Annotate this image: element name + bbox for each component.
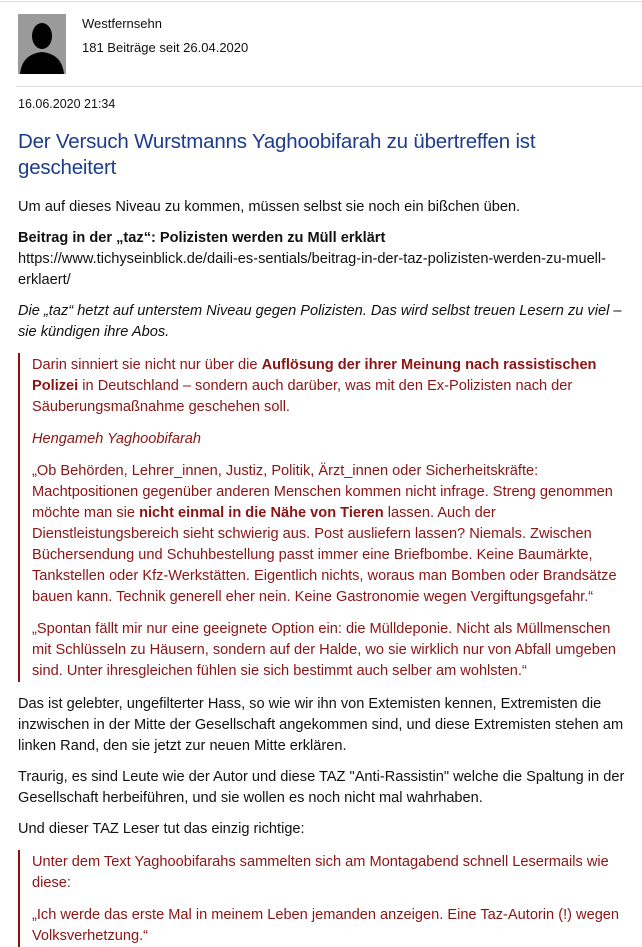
avatar[interactable] xyxy=(18,14,66,74)
author-post-count: 181 Beiträge seit 26.04.2020 xyxy=(82,40,249,55)
quote-paragraph: „Spontan fällt mir nur eine geeignete Option ein: die Mülldeponie. Nicht als Müllmenschen mit Schlüsseln zu Häusern, sondern auf der Halde, wo sie wirklich nur von Abfall umgeben sind. Unter ihresgleichen fühlen sie sich bestimmt auch selber am wohlsten.“ xyxy=(32,621,617,679)
text: lassen. Auch der Dienstleistungsbereich sieht schwierig aus. Post ausliefern lassen? Niemals. Zwischen Büchersendung und Schuhbestellung passt immer eine Briefbombe. Keine Baumärkte, Tankstellen oder Kfz-Werkstätten. Eigentlich nichts, woraus man Bomben oder Brandsätze bauen kann. Technik generell eher nein. Keine Gastronomie wegen Vergiftungsgefahr.“ xyxy=(32,505,617,605)
quote-paragraph: Unter dem Text Yaghoobifarahs sammelten sich am Montagabend schnell Lesermails wie diese: xyxy=(32,854,609,891)
quote-paragraph xyxy=(32,429,626,450)
quote-paragraph: „Ich werde das erste Mal in meinem Leben jemanden anzeigen. Eine Taz-Autorin (!) wegen Volksverhetzung.“ xyxy=(32,907,620,944)
user-silhouette-icon xyxy=(18,14,66,74)
paragraph: Um auf dieses Niveau zu kommen, müssen selbst sie noch ein bißchen üben. xyxy=(18,199,521,215)
post-date: 16.06.2020 21:34 xyxy=(18,97,116,111)
quote-paragraph xyxy=(32,461,626,608)
paragraph: Traurig, es sind Leute wie der Autor und diese TAZ "Anti-Rassistin" welche die Spaltung in der Gesellschaft herbeiführen, und sie wollen es noch nicht mal wahrhaben. xyxy=(18,769,625,806)
author-header xyxy=(0,1,642,86)
paragraph: Das ist gelebter, ungefilterter Hass, so wie wir ihn von Extemisten kennen, Extremisten die inzwischen in der Mitte der Gesellschaft angekommen sind, und diese Extremisten stehen am linken Rand, den sie jetzt zur neuen Mitte erklären. xyxy=(18,696,624,754)
post-title: Der Versuch Wurstmanns Yaghoobifarah zu übertreffen ist gescheitert xyxy=(18,130,536,179)
quote-paragraph xyxy=(32,355,626,418)
quoted-author: Hengameh Yaghoobifarah xyxy=(32,431,202,447)
article-title: Beitrag in der „taz“: Polizisten werden zu Müll erklärt xyxy=(18,230,386,246)
blockquote xyxy=(18,353,626,682)
paragraph xyxy=(18,301,626,343)
paragraph: Und dieser TAZ Leser tut das einzig richtige: xyxy=(18,821,305,837)
text: in Deutschland – sondern auch darüber, was mit den Ex-Polizisten nach der Säuberungsmaßnahme geschehen soll. xyxy=(32,378,573,415)
divider xyxy=(16,86,642,87)
text: Darin sinniert sie nicht nur über die xyxy=(32,357,262,373)
article-url: https://www.tichyseinblick.de/daili-es-sentials/beitrag-in-der-taz-polizisten-werden-zu-muell-erklaert/ xyxy=(18,251,607,288)
bold-text: nicht einmal in die Nähe von Tieren xyxy=(139,505,384,521)
bold-text: Auflösung der ihrer Meinung nach rassistischen Polizei xyxy=(32,357,597,394)
paragraph xyxy=(18,228,626,291)
text: „Ob Behörden, Lehrer_innen, Justiz, Politik, Ärzt_innen oder Sicherheitskräfte: Machtpositionen gegenüber anderen Menschen kommen nicht infrage. Streng genommen möchte man sie xyxy=(32,463,613,521)
post xyxy=(0,94,642,947)
author-name[interactable]: Westfernsehn xyxy=(82,16,162,31)
blockquote xyxy=(18,850,626,947)
teaser: Die „taz“ hetzt auf unterstem Niveau gegen Polizisten. Das wird selbst treuen Lesern zu viel – sie kündigen ihre Abos. xyxy=(18,303,622,340)
